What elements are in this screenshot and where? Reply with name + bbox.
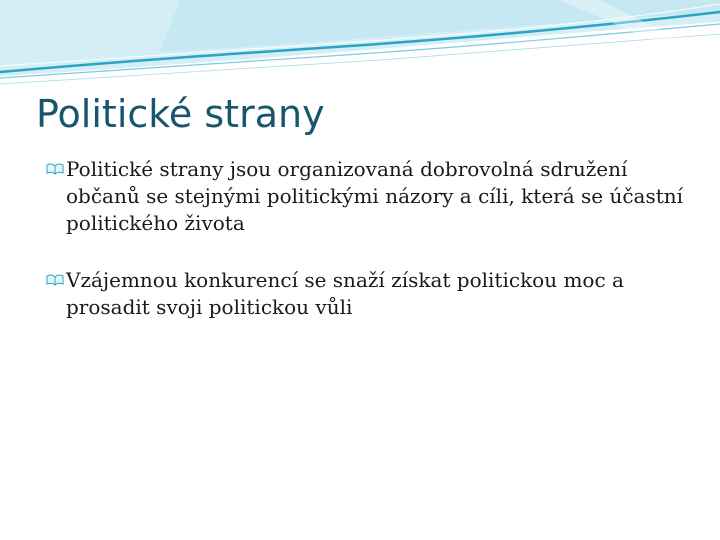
open-book-icon <box>46 163 64 175</box>
bullet-text: Vzájemnou konkurencí se snaží získat politickou moc a prosadit svoji politickou vůli <box>66 268 624 319</box>
bullet-item <box>46 156 696 237</box>
header-wave-decoration <box>0 0 720 90</box>
bullet-text: Politické strany jsou organizovaná dobrovolná sdružení občanů se stejnými politickými názory a cíli, která se účastní politického života <box>66 157 684 235</box>
bullet-item <box>46 267 696 321</box>
slide-title: Politické strany <box>36 92 325 136</box>
bullet-list <box>46 156 696 351</box>
open-book-icon <box>46 274 64 286</box>
